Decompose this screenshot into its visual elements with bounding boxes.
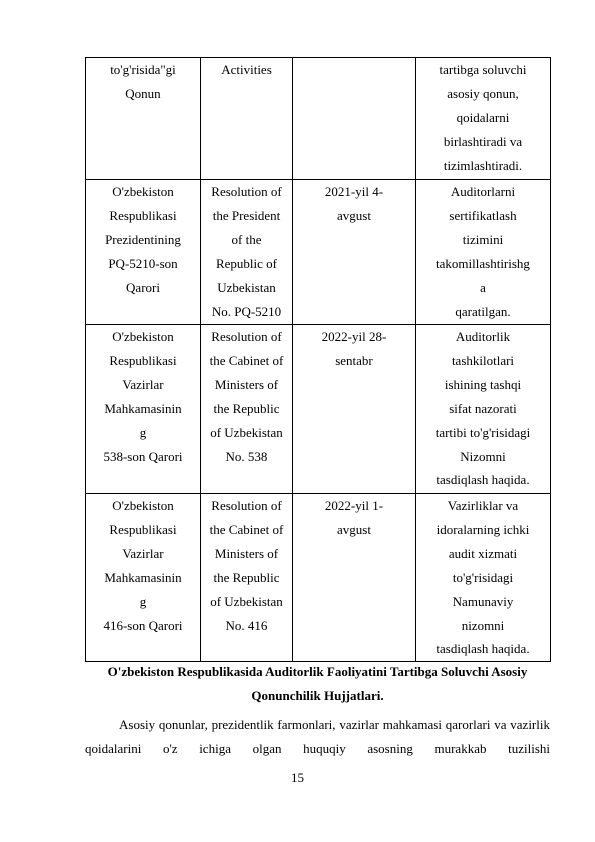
date-cell: 2022-yil 28- sentabr [293, 325, 416, 494]
description-cell: Auditorlarni sertifikatlash tizimini takomillashtirishg a qaratilgan. [416, 180, 551, 325]
body-paragraph [85, 713, 550, 761]
english-title-cell: Activities [201, 58, 293, 180]
english-title-cell: Resolution of the President of the Republic of Uzbekistan No. PQ-5210 [201, 180, 293, 325]
document-name-cell: O'zbekiston Respublikasi Prezidentining PQ-5210-son Qarori [86, 180, 201, 325]
english-title-cell: Resolution of the Cabinet of Ministers of the Republic of Uzbekistan No. 416 [201, 494, 293, 662]
table-row [86, 494, 551, 662]
english-title-cell: Resolution of the Cabinet of Ministers of the Republic of Uzbekistan No. 538 [201, 325, 293, 494]
document-name-cell: O'zbekiston Respublikasi Vazirlar Mahkamasinin g 416-son Qarori [86, 494, 201, 662]
table-row [86, 325, 551, 494]
description-cell: Auditorlik tashkilotlari ishining tashqi sifat nazorati tartibi to'g'risidagi Nizomni tasdiqlash haqida. [416, 325, 551, 494]
date-cell: 2021-yil 4- avgust [293, 180, 416, 325]
page-number: 15 [291, 770, 304, 785]
description-cell: tartibga soluvchi asosiy qonun, qoidalarni birlashtiradi va tizimlashtiradi. [416, 58, 551, 180]
section-heading: O'zbekiston Respublikasida Auditorlik Faoliyatini Tartibga Soluvchi Asosiy Qonunchilik Hujjatlari. [107, 664, 528, 703]
table-row [86, 58, 551, 180]
document-name-cell: to'g'risida"gi Qonun [86, 58, 201, 180]
document-name-cell: O'zbekiston Respublikasi Vazirlar Mahkamasinin g 538-son Qarori [86, 325, 201, 494]
table-row [86, 180, 551, 325]
date-cell [293, 58, 416, 180]
body-paragraph-text: Asosiy qonunlar, prezidentlik farmonlari, vazirlar mahkamasi qarorlari va vazirlik qoidalarini o'z ichiga olgan huquqiy asosning murakkab tuzilishi [85, 717, 550, 756]
legal-documents-table [85, 57, 551, 662]
description-cell: Vazirliklar va idoralarning ichki audit xizmati to'g'risidagi Namunaviy nizomni tasdiqlash haqida. [416, 494, 551, 662]
date-cell: 2022-yil 1- avgust [293, 494, 416, 662]
